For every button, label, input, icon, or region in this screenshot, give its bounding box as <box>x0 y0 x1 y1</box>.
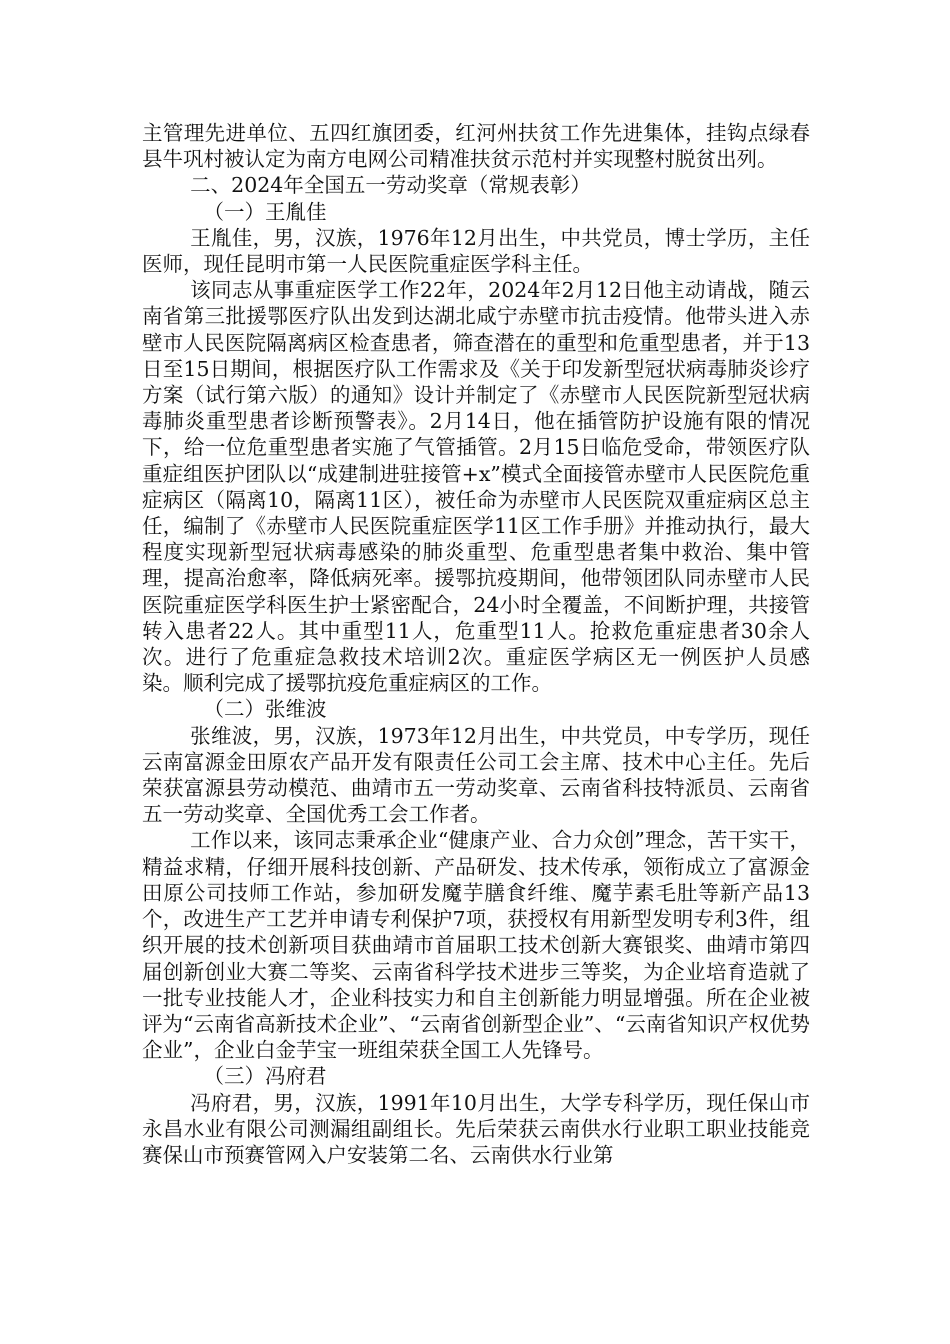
awardee-2-deeds: 工作以来，该同志秉承企业“健康产业、合力众创”理念，苦干实干，精益求精，仔细开展科技创新、产品研发、技术传承，领衔成立了富源金田原公司技师工作站，参加研发魔芋膳食纤维、魔芋素毛肚等新产品13个，改进生产工艺并申请专利保护7项，获授权有用新型发明专利3件，组织开展的技术创新项目获曲靖市首届职工技术创新大赛银奖、曲靖市第四届创新创业大赛二等奖、云南省科学技术进步三等奖，为企业培育造就了一批专业技能人才，企业科技实力和自主创新能力明显增强。所在企业被评为“云南省高新技术企业”、“云南省创新型企业”、“云南省知识产权优势企业”，企业白金芋宝一班组荣获全国工人先锋号。 <box>142 828 810 1063</box>
awardee-1-profile: 王胤佳，男，汉族，1976年12月出生，中共党员，博士学历，主任医师，现任昆明市第一人民医院重症医学科主任。 <box>142 225 810 277</box>
paragraph-continuation: 主管理先进单位、五四红旗团委，红河州扶贫工作先进集体，挂钩点绿春县牛巩村被认定为南方电网公司精准扶贫示范村并实现整村脱贫出列。 <box>142 121 810 172</box>
awardee-1-deeds: 该同志从事重症医学工作22年，2024年2月12日他主动请战，随云南省第三批援鄂医疗队出发到达湖北咸宁赤壁市抗击疫情。他带头进入赤壁市人民医院隔离病区检查患者，筛查潜在的重型和危重型患者，并于13日至15日期间，根据医疗队工作需求及《关于印发新型冠状病毒肺炎诊疗方案（试行第六版）的通知》设计并制定了《赤壁市人民医院新型冠状病毒肺炎重型患者诊断预警表》。2月14日，他在插管防护设施有限的情况下，给一位危重型患者实施了气管插管。2月15日临危受命，带领医疗队重症组医护团队以“成建制进驻接管+x”模式全面接管赤壁市人民医院危重症病区（隔离10，隔离11区），被任命为赤壁市人民医院双重症病区总主任，编制了《赤壁市人民医院重症医学11区工作手册》并推动执行，最大程度实现新型冠状病毒感染的肺炎重型、危重型患者集中救治、集中管理，提高治愈率，降低病死率。援鄂抗疫期间，他带领团队同赤壁市人民医院重症医学科医生护士紧密配合，24小时全覆盖，不间断护理，共接管转入患者22人。其中重型11人，危重型11人。抢救危重症患者30余人次。进行了危重症急救技术培训2次。重症医学病区无一例医护人员感染。顺利完成了援鄂抗疫危重症病区的工作。 <box>142 278 810 696</box>
awardee-heading-2: （二）张维波 <box>203 697 327 722</box>
awardee-3-profile: 冯府君，男，汉族，1991年10月出生，大学专科学历，现任保山市永昌水业有限公司测漏组副组长。先后荣获云南供水行业职工职业技能竞赛保山市预赛管网入户安装第二名、云南供水行业第 <box>142 1090 810 1167</box>
awardee-heading-1: （一）王胤佳 <box>203 199 327 224</box>
awardee-2-profile: 张维波，男，汉族，1973年12月出生，中共党员，中专学历，现任云南富源金田原农产品开发有限责任公司工会主席、技术中心主任。先后荣获富源县劳动模范、曲靖市五一劳动奖章、云南省科技特派员、云南省五一劳动奖章、全国优秀工会工作者。 <box>142 723 810 827</box>
section-heading: 二、2024年全国五一劳动奖章（常规表彰） <box>190 173 591 198</box>
awardee-heading-3: （三）冯府君 <box>203 1064 327 1089</box>
document-body <box>142 120 810 1168</box>
